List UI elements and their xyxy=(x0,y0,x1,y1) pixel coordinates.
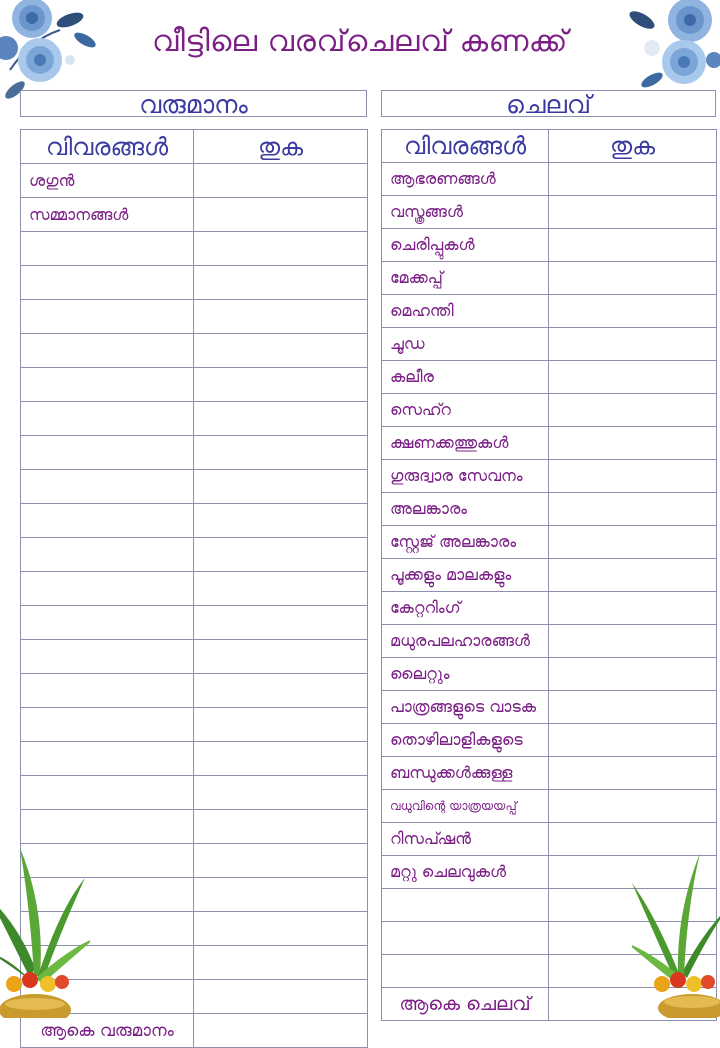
expense-row-amount[interactable] xyxy=(549,526,717,559)
income-row-amount[interactable] xyxy=(194,878,368,912)
expense-row xyxy=(382,361,717,394)
expense-row-amount[interactable] xyxy=(549,262,717,295)
income-row xyxy=(21,470,368,504)
income-row xyxy=(21,334,368,368)
income-row xyxy=(21,572,368,606)
expense-row-details[interactable]: ചൂഡ xyxy=(382,328,549,361)
income-row xyxy=(21,742,368,776)
expense-row-details[interactable] xyxy=(382,922,549,955)
income-row-details[interactable] xyxy=(21,776,194,810)
income-row-amount[interactable] xyxy=(194,266,368,300)
expense-row-amount[interactable] xyxy=(549,724,717,757)
expense-row xyxy=(382,790,717,823)
expense-row-amount[interactable] xyxy=(549,691,717,724)
income-row-amount[interactable] xyxy=(194,572,368,606)
income-row-amount[interactable] xyxy=(194,606,368,640)
income-row-details[interactable] xyxy=(21,368,194,402)
expense-row xyxy=(382,724,717,757)
expense-row-details[interactable]: മറ്റു ചെലവുകൾ xyxy=(382,856,549,889)
income-header-row xyxy=(21,130,368,164)
expense-row-details[interactable]: കേറ്ററിംഗ് xyxy=(382,592,549,625)
income-col-amount: തുക xyxy=(194,130,368,164)
expense-row-amount[interactable] xyxy=(549,790,717,823)
mango-leaves-kalash-icon xyxy=(0,838,90,1018)
income-row-details[interactable] xyxy=(21,402,194,436)
income-row-details[interactable] xyxy=(21,640,194,674)
expense-row-amount[interactable] xyxy=(549,625,717,658)
income-row-amount[interactable] xyxy=(194,470,368,504)
expense-row xyxy=(382,526,717,559)
expense-row-amount[interactable] xyxy=(549,757,717,790)
income-row xyxy=(21,538,368,572)
income-row-details[interactable] xyxy=(21,266,194,300)
expense-row xyxy=(382,427,717,460)
income-row-amount[interactable] xyxy=(194,368,368,402)
expense-header-row xyxy=(382,130,717,163)
income-row xyxy=(21,368,368,402)
expense-row xyxy=(382,658,717,691)
expense-row-details[interactable] xyxy=(382,955,549,988)
income-row xyxy=(21,708,368,742)
expense-row-amount[interactable] xyxy=(549,394,717,427)
expense-row xyxy=(382,262,717,295)
income-row-details[interactable] xyxy=(21,674,194,708)
expense-row-details[interactable]: മെഹന്തി xyxy=(382,295,549,328)
expense-row xyxy=(382,328,717,361)
expense-row xyxy=(382,295,717,328)
expense-row-details[interactable]: മേക്കപ്പ് xyxy=(382,262,549,295)
income-row-details[interactable]: സമ്മാനങ്ങൾ xyxy=(21,198,194,232)
income-row xyxy=(21,504,368,538)
income-row-amount[interactable] xyxy=(194,980,368,1014)
income-row-amount[interactable] xyxy=(194,436,368,470)
expense-row-amount[interactable] xyxy=(549,163,717,196)
income-row-amount[interactable] xyxy=(194,504,368,538)
expense-row-details[interactable]: ലൈറ്റും xyxy=(382,658,549,691)
income-row-amount[interactable] xyxy=(194,198,368,232)
income-row-amount[interactable] xyxy=(194,742,368,776)
expense-row-amount[interactable] xyxy=(549,592,717,625)
income-row-amount[interactable] xyxy=(194,810,368,844)
expense-row-details[interactable]: കലീര xyxy=(382,361,549,394)
income-heading: വരുമാനം xyxy=(20,90,367,117)
income-row-details[interactable] xyxy=(21,606,194,640)
income-row-amount[interactable] xyxy=(194,912,368,946)
mango-leaves-kalash-icon xyxy=(632,848,720,1018)
income-row-details[interactable] xyxy=(21,334,194,368)
expense-row xyxy=(382,163,717,196)
income-row-amount[interactable] xyxy=(194,232,368,266)
income-row-details[interactable] xyxy=(21,436,194,470)
expense-col-amount: തുക xyxy=(549,130,717,163)
income-row-details[interactable] xyxy=(21,504,194,538)
income-row-details[interactable]: ശഗുൻ xyxy=(21,164,194,198)
expense-row-details[interactable]: വസ്ത്രങ്ങൾ xyxy=(382,196,549,229)
income-row xyxy=(21,776,368,810)
expense-row xyxy=(382,196,717,229)
expense-row-details[interactable]: പാത്രങ്ങളുടെ വാടക xyxy=(382,691,549,724)
expense-row-amount[interactable] xyxy=(549,229,717,262)
expense-total-label: ആകെ ചെലവ് xyxy=(382,988,549,1021)
expense-row-details[interactable]: സെഹ്റ xyxy=(382,394,549,427)
income-row-details[interactable] xyxy=(21,470,194,504)
income-row xyxy=(21,266,368,300)
income-row xyxy=(21,436,368,470)
income-total-row xyxy=(21,1014,368,1048)
income-row-details[interactable] xyxy=(21,300,194,334)
income-row xyxy=(21,640,368,674)
income-col-details: വിവരങ്ങൾ xyxy=(21,130,194,164)
income-row xyxy=(21,232,368,266)
expense-row-details[interactable]: ക്ഷണക്കത്തുകൾ xyxy=(382,427,549,460)
expense-heading: ചെലവ് xyxy=(381,90,716,117)
income-total-amount[interactable] xyxy=(194,1014,368,1048)
income-row-amount[interactable] xyxy=(194,776,368,810)
expense-row xyxy=(382,493,717,526)
income-row xyxy=(21,674,368,708)
expense-row-amount[interactable] xyxy=(549,328,717,361)
expense-row xyxy=(382,625,717,658)
expense-row xyxy=(382,592,717,625)
expense-row-details[interactable]: തൊഴിലാളികളുടെ xyxy=(382,724,549,757)
income-row-details[interactable] xyxy=(21,742,194,776)
income-row-amount[interactable] xyxy=(194,300,368,334)
expense-row xyxy=(382,460,717,493)
expense-row-amount[interactable] xyxy=(549,295,717,328)
expense-row xyxy=(382,757,717,790)
expense-row-amount[interactable] xyxy=(549,658,717,691)
expense-row-details[interactable]: അലങ്കാരം xyxy=(382,493,549,526)
income-row-amount[interactable] xyxy=(194,844,368,878)
income-row xyxy=(21,198,368,232)
expense-row xyxy=(382,229,717,262)
expense-row-details[interactable]: ആഭരണങ്ങൾ xyxy=(382,163,549,196)
income-row-details[interactable] xyxy=(21,708,194,742)
expense-row-details[interactable]: സ്റ്റേജ് അലങ്കാരം xyxy=(382,526,549,559)
expense-row-details[interactable]: മധുരപലഹാരങ്ങൾ xyxy=(382,625,549,658)
income-row xyxy=(21,402,368,436)
income-row-amount[interactable] xyxy=(194,164,368,198)
expense-row-details[interactable]: പൂക്കളും മാലകളും xyxy=(382,559,549,592)
expense-row xyxy=(382,559,717,592)
income-row xyxy=(21,300,368,334)
page-title: വീട്ടിലെ വരവ്‌ചെലവ് കണക്ക് xyxy=(152,24,568,59)
expense-row-amount[interactable] xyxy=(549,460,717,493)
income-row-details[interactable] xyxy=(21,232,194,266)
income-row-amount[interactable] xyxy=(194,538,368,572)
expense-row xyxy=(382,691,717,724)
expense-row-details[interactable] xyxy=(382,889,549,922)
income-row-amount[interactable] xyxy=(194,674,368,708)
expense-row-amount[interactable] xyxy=(549,361,717,394)
income-row-amount[interactable] xyxy=(194,946,368,980)
income-row-amount[interactable] xyxy=(194,402,368,436)
income-total-label: ആകെ വരുമാനം xyxy=(21,1014,194,1048)
income-row-amount[interactable] xyxy=(194,334,368,368)
expense-row-details[interactable]: ചെരിപ്പുകൾ xyxy=(382,229,549,262)
expense-row-details[interactable]: ഗുരുദ്വാര സേവനം xyxy=(382,460,549,493)
expense-row-details[interactable]: ബന്ധുക്കൾക്കുള്ള xyxy=(382,757,549,790)
income-row xyxy=(21,606,368,640)
expense-row-amount[interactable] xyxy=(549,493,717,526)
expense-row-amount[interactable] xyxy=(549,196,717,229)
income-row-details[interactable] xyxy=(21,572,194,606)
income-row-amount[interactable] xyxy=(194,640,368,674)
expense-row-details[interactable]: റിസപ്ഷൻ xyxy=(382,823,549,856)
income-row-amount[interactable] xyxy=(194,708,368,742)
expense-row xyxy=(382,394,717,427)
expense-row-details[interactable]: വധുവിന്റെ യാത്രയയപ്പ് xyxy=(382,790,549,823)
income-row-details[interactable] xyxy=(21,538,194,572)
income-row xyxy=(21,164,368,198)
expense-row-amount[interactable] xyxy=(549,427,717,460)
expense-row-amount[interactable] xyxy=(549,559,717,592)
expense-col-details: വിവരങ്ങൾ xyxy=(382,130,549,163)
